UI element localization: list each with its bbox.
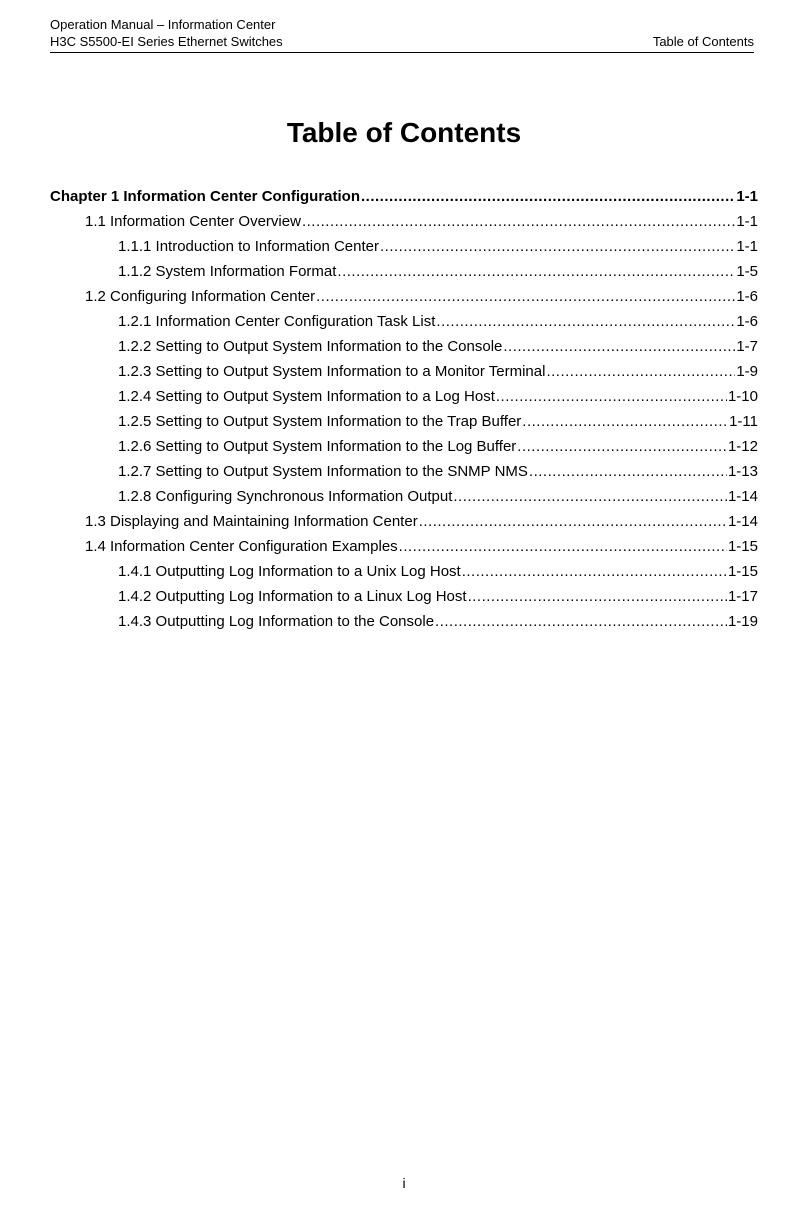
toc-dot-leader — [436, 313, 735, 330]
page-header — [50, 16, 754, 53]
toc-entry-label: 1.2.5 Setting to Output System Information to the Trap Buffer — [118, 413, 522, 430]
toc-dot-leader — [529, 463, 727, 480]
toc-entry-label: 1.2.3 Setting to Output System Information to a Monitor Terminal — [118, 363, 546, 380]
toc-entry-label: 1.3 Displaying and Maintaining Information Center — [85, 513, 418, 530]
toc-dot-leader — [546, 363, 735, 380]
toc-entry-label: 1.2.8 Configuring Synchronous Information Output — [118, 488, 453, 505]
toc-entry[interactable] — [50, 488, 758, 513]
toc-entry[interactable] — [50, 263, 758, 288]
toc-entry[interactable] — [50, 338, 758, 363]
toc-entry-page: 1-17 — [727, 588, 758, 605]
toc-entry-label: 1.1.1 Introduction to Information Center — [118, 238, 379, 255]
header-row-2 — [50, 33, 754, 50]
toc-entry-page: 1-9 — [736, 363, 758, 380]
toc-entry[interactable] — [50, 288, 758, 313]
toc-entry-page: 1-1 — [736, 213, 758, 230]
toc-dot-leader — [517, 438, 727, 455]
toc-dot-leader — [496, 388, 727, 405]
toc-dot-leader — [522, 413, 728, 430]
toc-entry-page: 1-5 — [736, 263, 758, 280]
toc-dot-leader — [380, 238, 735, 255]
toc-entry-label: 1.2.4 Setting to Output System Information to a Log Host — [118, 388, 495, 405]
toc-dot-leader — [337, 263, 735, 280]
toc-entry[interactable] — [50, 613, 758, 638]
toc-entry-label: 1.4.3 Outputting Log Information to the Console — [118, 613, 435, 630]
toc-entry-label: 1.2.7 Setting to Output System Information to the SNMP NMS — [118, 463, 528, 480]
toc-entry-label: 1.2 Configuring Information Center — [85, 288, 316, 305]
toc-dot-leader — [302, 213, 735, 230]
toc-entry[interactable] — [50, 463, 758, 488]
toc-entry-page: 1-10 — [727, 388, 758, 405]
toc-entry[interactable] — [50, 538, 758, 563]
toc-entry[interactable] — [50, 388, 758, 413]
toc-entry[interactable] — [50, 563, 758, 588]
toc-entry-page: 1-15 — [727, 563, 758, 580]
section-name: Table of Contents — [652, 34, 754, 49]
toc-entry-page: 1-6 — [736, 288, 758, 305]
toc-entry[interactable] — [50, 238, 758, 263]
toc-entry-page: 1-1 — [736, 188, 758, 205]
toc-dot-leader — [399, 538, 727, 555]
toc-entry[interactable] — [50, 363, 758, 388]
toc-entry-page: 1-12 — [727, 438, 758, 455]
toc-entry-label: Chapter 1 Information Center Configuration — [50, 188, 361, 205]
toc-entry[interactable] — [50, 438, 758, 463]
toc-entry-label: 1.1.2 System Information Format — [118, 263, 337, 280]
toc-entry-page: 1-13 — [727, 463, 758, 480]
toc-entry[interactable] — [50, 513, 758, 538]
toc-dot-leader — [361, 188, 735, 205]
table-of-contents — [50, 188, 758, 638]
manual-title: Operation Manual – Information Center — [50, 17, 276, 32]
toc-dot-leader — [453, 488, 727, 505]
toc-entry-label: 1.2.2 Setting to Output System Information to the Console — [118, 338, 503, 355]
toc-entry[interactable] — [50, 213, 758, 238]
toc-entry-page: 1-1 — [736, 238, 758, 255]
toc-dot-leader — [435, 613, 727, 630]
toc-dot-leader — [316, 288, 735, 305]
toc-entry[interactable] — [50, 188, 758, 213]
toc-dot-leader — [503, 338, 735, 355]
toc-entry-page: 1-19 — [727, 613, 758, 630]
product-name: H3C S5500-EI Series Ethernet Switches — [50, 34, 283, 49]
toc-entry-label: 1.4.2 Outputting Log Information to a Linux Log Host — [118, 588, 467, 605]
toc-entry-label: 1.2.6 Setting to Output System Information to the Log Buffer — [118, 438, 517, 455]
toc-dot-leader — [419, 513, 727, 530]
toc-entry-page: 1-6 — [736, 313, 758, 330]
toc-entry-page: 1-11 — [729, 413, 758, 430]
toc-dot-leader — [468, 588, 727, 605]
toc-entry-page: 1-7 — [736, 338, 758, 355]
toc-dot-leader — [462, 563, 727, 580]
toc-entry-page: 1-15 — [727, 538, 758, 555]
toc-entry[interactable] — [50, 588, 758, 613]
toc-entry-label: 1.4.1 Outputting Log Information to a Unix Log Host — [118, 563, 461, 580]
toc-entry-page: 1-14 — [727, 488, 758, 505]
page-title: Table of Contents — [286, 117, 522, 148]
toc-entry[interactable] — [50, 413, 758, 438]
toc-entry-label: 1.4 Information Center Configuration Examples — [85, 538, 398, 555]
toc-entry-label: 1.1 Information Center Overview — [85, 213, 301, 230]
page-number: i — [402, 1175, 406, 1191]
toc-entry-page: 1-14 — [727, 513, 758, 530]
header-row-1 — [50, 16, 754, 33]
toc-entry[interactable] — [50, 313, 758, 338]
toc-entry-label: 1.2.1 Information Center Configuration Task List — [118, 313, 436, 330]
